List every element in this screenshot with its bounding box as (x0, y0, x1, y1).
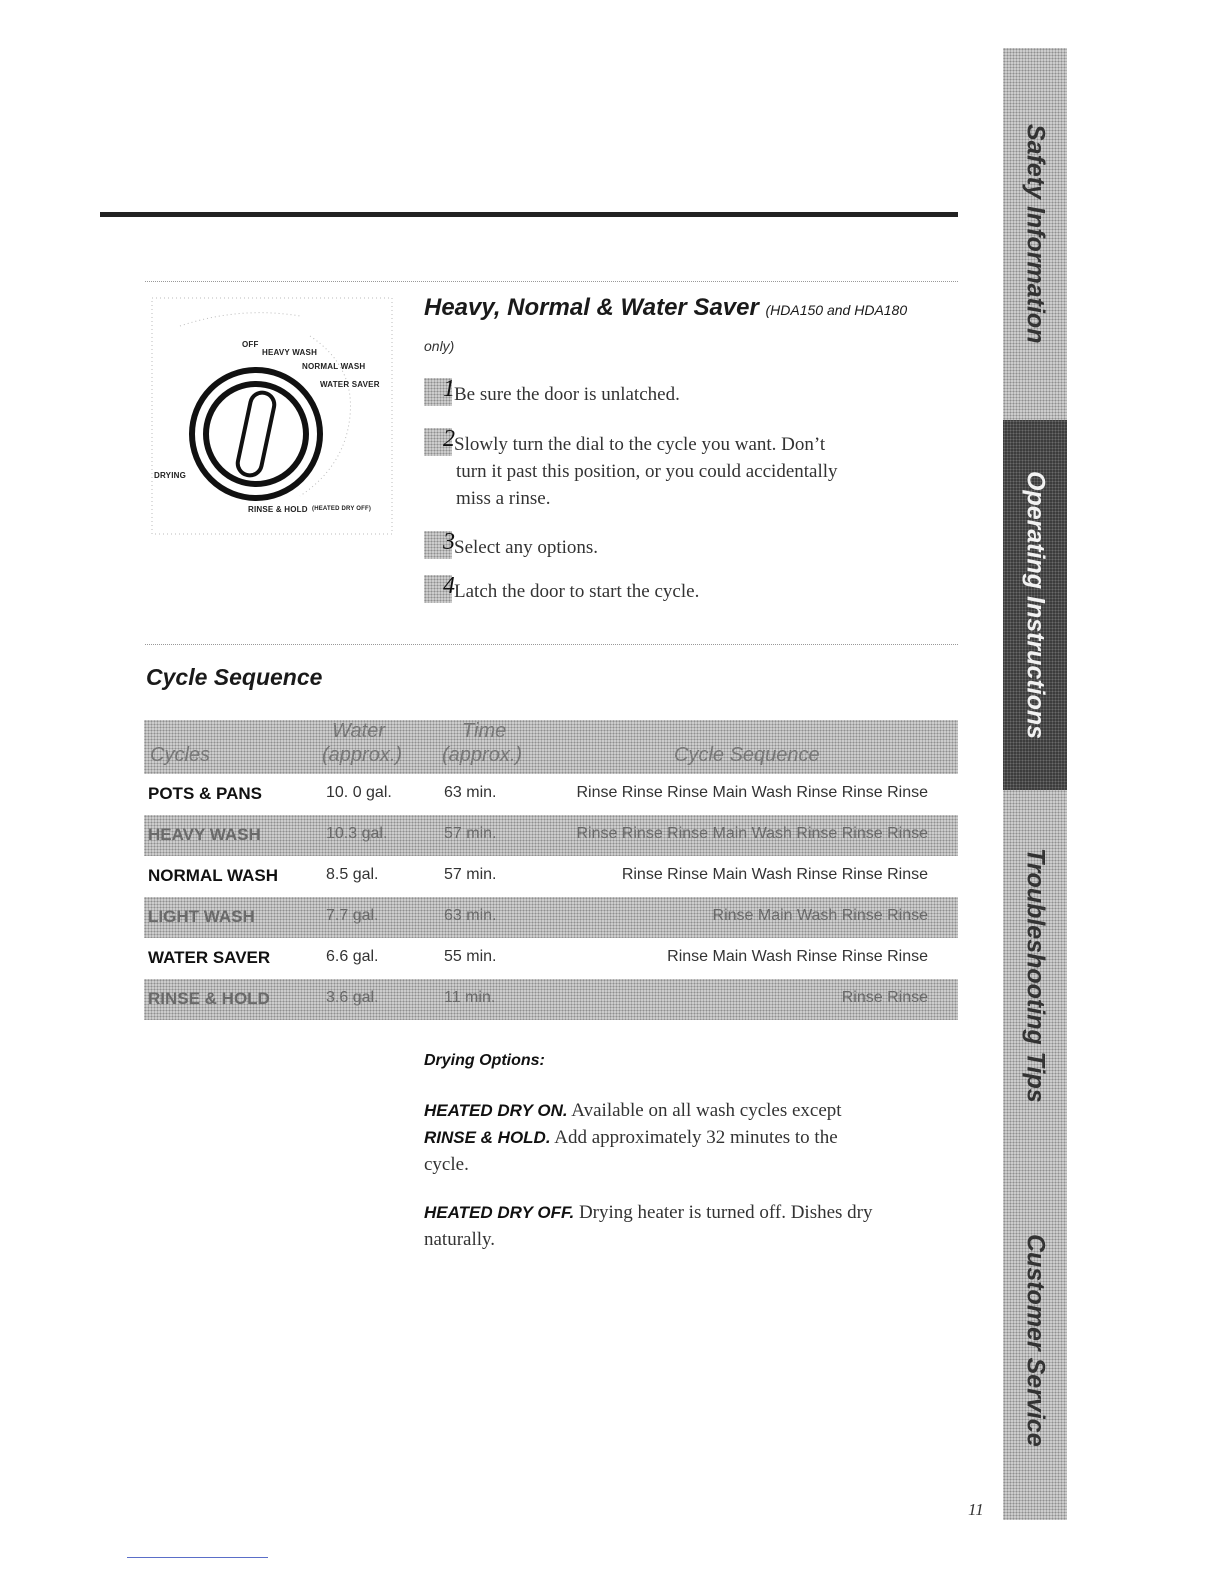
rinse-hold-label: RINSE & HOLD. (424, 1128, 551, 1147)
dial-label-heavy-wash: HEAVY WASH (262, 348, 318, 357)
cell-water: 10. 0 gal. (326, 784, 392, 801)
heated-dry-off-text-2: naturally. (424, 1229, 496, 1250)
cell-sequence: Rinse Rinse (841, 989, 928, 1006)
cell-water: 10.3 gal. (326, 825, 388, 842)
dial-graphic (150, 296, 396, 536)
header-cycles: Cycles (150, 744, 211, 766)
table-body (144, 774, 958, 1020)
table-row (144, 774, 958, 815)
step-1 (424, 378, 954, 408)
dial-label-heated-dry-off: (HEATED DRY OFF) (312, 506, 372, 512)
step-2 (424, 428, 954, 512)
cell-cycle: WATER SAVER (148, 948, 271, 967)
step-number-badge: 3 (424, 531, 452, 559)
header-water: Water (332, 720, 385, 742)
section-title-text: Heavy, Normal & Water Saver (424, 294, 759, 321)
cell-time: 55 min. (444, 948, 497, 965)
cell-cycle: HEAVY WASH (148, 825, 261, 844)
step-1-text: Be sure the door is unlatched. (454, 384, 680, 405)
table-row (144, 856, 958, 897)
cell-sequence: Rinse Rinse Main Wash Rinse Rinse Rinse (621, 866, 928, 883)
tab-troubleshooting-tips[interactable]: Troubleshooting Tips (1003, 790, 1067, 1160)
section-title (424, 294, 907, 322)
step-2-text-line-1: Slowly turn the dial to the cycle you want. Don’t (454, 434, 826, 455)
heated-dry-on-label: HEATED DRY ON. (424, 1101, 568, 1120)
dial-label-normal-wash: NORMAL WASH (302, 362, 366, 371)
header-water-approx: (approx.) (322, 744, 403, 766)
cycle-dial-illustration (150, 296, 396, 536)
dial-label-rinse-hold: RINSE & HOLD (248, 505, 308, 514)
cell-time: 63 min. (444, 907, 497, 924)
step-3-text: Select any options. (454, 537, 599, 558)
section-divider-bottom (145, 644, 958, 645)
table-row (144, 979, 958, 1020)
cell-water: 3.6 gal. (326, 989, 379, 1006)
cell-water: 7.7 gal. (326, 907, 379, 924)
heated-dry-off-label: HEATED DRY OFF. (424, 1203, 575, 1222)
tab-safety-information[interactable]: Safety Information (1003, 48, 1067, 420)
heated-dry-on-text-1: Available on all wash cycles except (567, 1100, 842, 1121)
table-row (144, 815, 958, 856)
dial-label-water-saver: WATER SAVER (320, 380, 380, 389)
heated-dry-off-text-1: Drying heater is turned off. Dishes dry (574, 1202, 873, 1223)
step-number-badge: 4 (424, 575, 452, 603)
step-number-badge: 2 (424, 428, 452, 456)
cell-cycle: LIGHT WASH (148, 907, 255, 926)
cell-water: 8.5 gal. (326, 866, 379, 883)
heated-dry-on-text-2: Add approximately 32 minutes to the (550, 1127, 838, 1148)
drying-options-title: Drying Options: (424, 1052, 545, 1069)
cell-time: 57 min. (444, 866, 497, 883)
step-2-text-line-3: miss a rinse. (456, 488, 551, 509)
step-2-text-line-2: turn it past this position, or you could accidentally (456, 461, 838, 482)
header-time: Time (462, 720, 507, 742)
section-divider-top (145, 281, 958, 282)
step-4-text: Latch the door to start the cycle. (454, 581, 700, 602)
cell-time: 11 min. (444, 989, 496, 1006)
cell-sequence: Rinse Rinse Rinse Main Wash Rinse Rinse Rinse (576, 825, 928, 842)
step-3 (424, 531, 954, 561)
tab-customer-service[interactable]: Customer Service (1003, 1160, 1067, 1520)
bottom-underline (127, 1557, 268, 1558)
table-row (144, 897, 958, 938)
cell-cycle: NORMAL WASH (148, 866, 279, 885)
step-4 (424, 575, 954, 605)
cell-time: 63 min. (444, 784, 497, 801)
cell-water: 6.6 gal. (326, 948, 379, 965)
step-number-badge: 1 (424, 378, 452, 406)
top-rule (100, 212, 958, 217)
heated-dry-on-text-3: cycle. (424, 1154, 469, 1175)
cell-sequence: Rinse Main Wash Rinse Rinse Rinse (667, 948, 928, 965)
tab-operating-instructions[interactable]: Operating Instructions (1003, 420, 1067, 790)
section-title-models-cont: only) (424, 338, 455, 354)
cell-time: 57 min. (444, 825, 497, 842)
header-time-approx: (approx.) (442, 744, 523, 766)
cell-sequence: Rinse Main Wash Rinse Rinse (712, 907, 928, 924)
cell-cycle: POTS & PANS (148, 784, 262, 803)
dial-label-off: OFF (242, 340, 259, 349)
cycle-sequence-table (144, 720, 958, 1020)
heated-dry-on-paragraph (424, 1097, 944, 1178)
dial-label-drying: DRYING (154, 471, 187, 480)
table-header-row (144, 720, 958, 774)
cell-cycle: RINSE & HOLD (148, 989, 270, 1008)
header-cycle-sequence: Cycle Sequence (674, 744, 820, 766)
heated-dry-off-paragraph (424, 1199, 944, 1253)
table-row (144, 938, 958, 979)
page-number: 11 (968, 1500, 984, 1519)
section-title-models: (HDA150 and HDA180 (765, 302, 908, 318)
cell-sequence: Rinse Rinse Rinse Main Wash Rinse Rinse Rinse (576, 784, 928, 801)
cycle-sequence-heading: Cycle Sequence (146, 664, 323, 690)
